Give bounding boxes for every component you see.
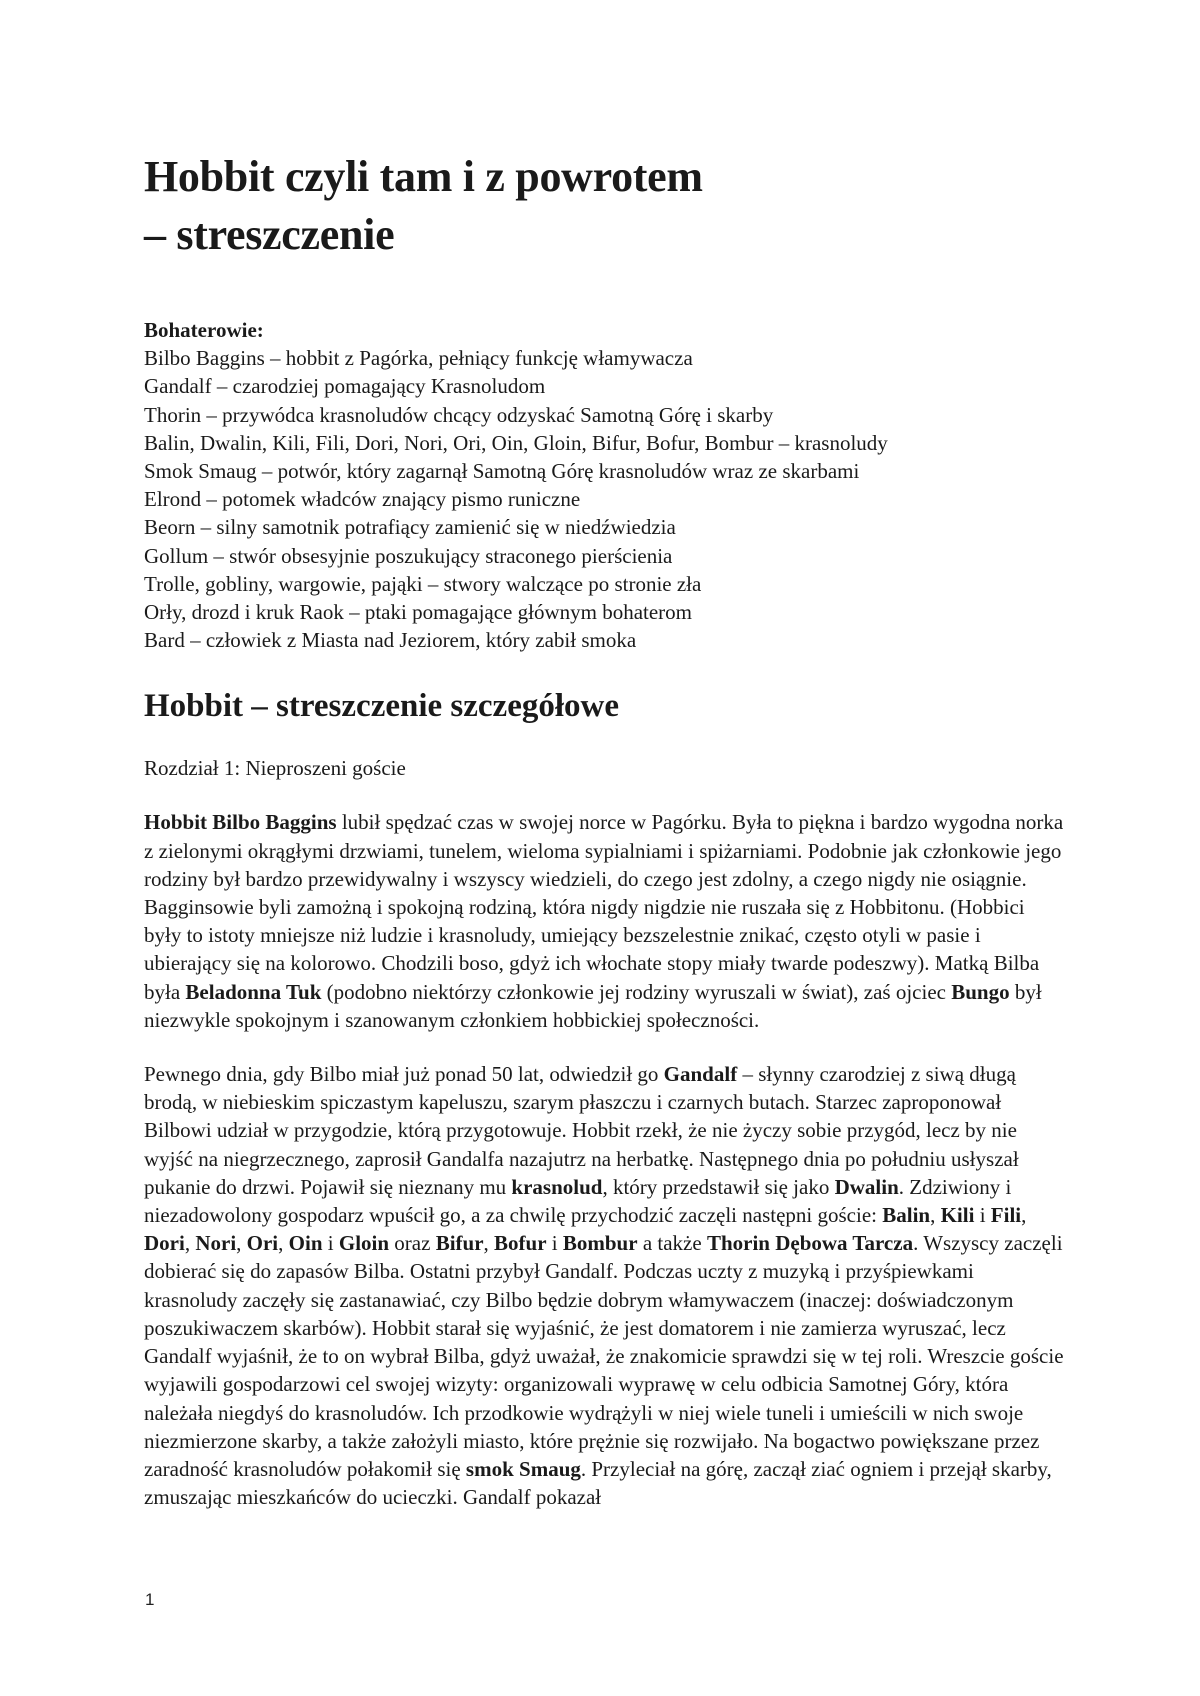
- bold-term: Thorin Dębowa Tarcza: [706, 1231, 914, 1256]
- paragraph-1: [144, 808, 1064, 1034]
- page-number: 1: [145, 1590, 155, 1609]
- character-entry: Orły, drozd i kruk Raok – ptaki pomagające głównym bohaterom: [144, 600, 692, 625]
- character-entry: Beorn – silny samotnik potrafiący zamienić się w niedźwiedzia: [144, 515, 676, 540]
- character-entry: Elrond – potomek władców znający pismo runiczne: [144, 487, 581, 512]
- paragraph-text: a także: [637, 1231, 707, 1256]
- character-entry: Bilbo Baggins – hobbit z Pagórka, pełniący funkcję włamywacza: [144, 346, 693, 371]
- paragraph-text: ,: [1021, 1203, 1027, 1228]
- bold-term: Fili: [990, 1203, 1022, 1228]
- document-title: [144, 148, 1064, 264]
- character-entry: Trolle, gobliny, wargowie, pająki – stwory walczące po stronie zła: [144, 571, 702, 596]
- bold-term: Dori: [144, 1231, 185, 1256]
- paragraph-text: ,: [236, 1231, 247, 1256]
- bold-term: Beladonna Tuk: [185, 979, 322, 1004]
- title-line-1: Hobbit czyli tam i z powrotem: [144, 152, 703, 201]
- paragraph-text: – słynny czarodziej z siwą długą brodą, w niebieskim spiczastym kapeluszu, szarym płaszczu i czarnych butach. Starzec zaproponował Bilbowi udział w przygodzie, którą przygotowuje. Hobbit rzekł, że nie życzy sobie przygód, lecz by nie wyjść na niegrzecznego, zaprosił Gandalfa nazajutrz na herbatkę. Następnego dnia po południu usłyszał pukanie do drzwi. Pojawił się nieznany mu: [144, 1062, 1019, 1199]
- character-entry: Smok Smaug – potwór, który zagarnął Samotną Górę krasnoludów wraz ze skarbami: [144, 459, 860, 484]
- paragraph-text: Pewnego dnia, gdy Bilbo miał już ponad 50 lat, odwiedził go: [144, 1062, 664, 1087]
- paragraph-text: (podobno niektórzy członkowie jej rodziny wyruszali w świat), zaś ojciec: [321, 979, 952, 1004]
- paragraph-text: i: [546, 1231, 563, 1256]
- bold-term: Nori: [195, 1231, 237, 1256]
- bold-term: Balin: [882, 1203, 931, 1228]
- paragraph-text: ,: [483, 1231, 495, 1256]
- paragraph-text: lubił spędzać czas w swojej norce w Pagórku. Była to piękna i bardzo wygodna norka z zielonymi okrągłymi drzwiami, tunelem, wieloma sypialniami i spiżarniami. Podobnie jak członkowie jego rodziny był bardzo przewidywalny i wszyscy wiedzieli, do czego jest zdolny, a czego nigdy nie osiągnie. Bagginsowie byli zamożną i spokojną rodziną, która nigdy nigdzie nie ruszała się z Hobbitonu. (Hobbici były to istoty mniejsze niż ludzie i krasnoludy, umiejący bezszelestnie znikać, często otyli w pasie i ubierający się na kolorowo. Chodzili boso, gdyż ich włochate stopy miały twarde podeszwy). Matką Bilba była: [144, 810, 1064, 1004]
- title-line-2: – streszczenie: [144, 210, 395, 259]
- bold-term: Ori: [246, 1231, 279, 1256]
- paragraph-text: . Zdziwiony i niezadowolony gospodarz wpuścił go, a za chwilę przychodzić zaczęli następni goście:: [144, 1174, 1012, 1228]
- bold-term: Gandalf: [663, 1062, 738, 1087]
- paragraph-text: , który przedstawił się jako: [602, 1174, 835, 1199]
- paragraph-text: . Przyleciał na górę, zaczął ziać ogniem i przejął skarby, zmuszając mieszkańców do ucieczki. Gandalf pokazał: [144, 1456, 1052, 1510]
- bold-term: krasnolud: [511, 1174, 603, 1199]
- paragraph-text: ,: [184, 1231, 196, 1256]
- bold-term: Bifur: [435, 1231, 484, 1256]
- bold-term: Bofur: [494, 1231, 547, 1256]
- paragraph-text: ,: [278, 1231, 289, 1256]
- paragraph-text: i: [974, 1203, 991, 1228]
- section-title: Hobbit – streszczenie szczegółowe: [144, 688, 619, 725]
- bold-term: Hobbit Bilbo Baggins: [144, 810, 337, 835]
- bold-term: Bungo: [951, 979, 1010, 1004]
- chapter-title: Rozdział 1: Nieproszeni goście: [144, 756, 406, 781]
- paragraph-text: i: [322, 1231, 339, 1256]
- character-entry: Gandalf – czarodziej pomagający Krasnoludom: [144, 374, 546, 399]
- document-page: [144, 148, 1064, 1511]
- bold-term: Dwalin: [834, 1174, 899, 1199]
- character-entry: Gollum – stwór obsesyjnie poszukujący straconego pierścienia: [144, 543, 673, 568]
- bold-term: Gloin: [338, 1231, 390, 1256]
- bold-term: Bombur: [562, 1231, 638, 1256]
- character-entry: Bard – człowiek z Miasta nad Jeziorem, który zabił smoka: [144, 628, 637, 653]
- bold-term: smok Smaug: [465, 1456, 581, 1481]
- characters-heading: Bohaterowie:: [144, 318, 264, 342]
- paragraph-text: oraz: [389, 1231, 436, 1256]
- paragraph-2: [144, 1060, 1064, 1511]
- character-entry: Thorin – przywódca krasnoludów chcący odzyskać Samotną Górę i skarby: [144, 402, 774, 427]
- characters-list: [144, 316, 1064, 654]
- paragraph-text: był niezwykle spokojnym i szanowanym członkiem hobbickiej społeczności.: [144, 979, 1042, 1032]
- paragraph-text: . Wszyscy zaczęli dobierać się do zapasów Bilba. Ostatni przybył Gandalf. Podczas uczty z muzyką i przyśpiewkami krasnoludy zaczęły się zastanawiać, czy Bilbo będzie dobrym włamywaczem (inaczej: doświadczonym poszukiwaczem skarbów). Hobbit starał się wyjaśnić, że jest domatorem i nie zamierza wyruszać, lecz Gandalf wyjaśnił, że to on wybrał Bilba, gdyż uważał, że znakomicie sprawdzi się w tej roli. Wreszcie goście wyjawili gospodarzowi cel swojej wizyty: organizowali wyprawę w celu odbicia Samotnej Góry, która należała niegdyś do krasnoludów. Ich przodkowie wydrążyli w niej wiele tuneli i umieścili w nich swoje niezmierzone skarby, a także założyli miasto, które prężnie się rozwijało. Na bogactwo powiększane przez zaradność krasnoludów połakomił się: [144, 1231, 1064, 1481]
- bold-term: Kili: [940, 1203, 975, 1228]
- character-entry: Balin, Dwalin, Kili, Fili, Dori, Nori, Ori, Oin, Gloin, Bifur, Bofur, Bombur – krasnoludy: [144, 430, 888, 455]
- bold-term: Oin: [288, 1231, 323, 1256]
- paragraph-text: ,: [930, 1203, 941, 1228]
